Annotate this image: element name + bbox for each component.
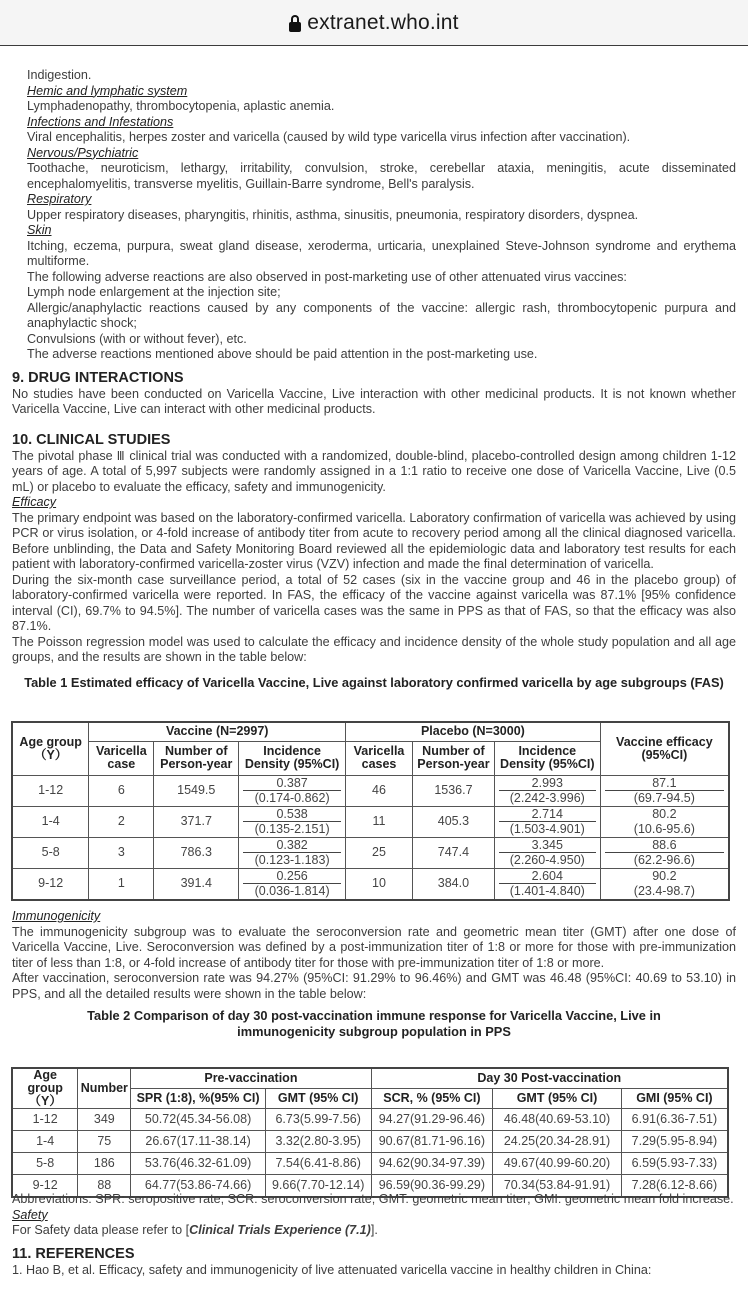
safety-suffix: ]. — [370, 1223, 378, 1237]
t1-vac-id: 0.256 — [243, 869, 341, 884]
table-row — [12, 1153, 728, 1175]
immunogenicity-paragraph-2: After vaccination, seroconversion rate was 94.27% (95%CI: 91.29% to 96.46%) and GMT was 46.48 (95%CI: 40.69 to 53.10) in PPS, and all the detailed results were shown in the table below: — [12, 971, 736, 1001]
t2-cell-post-gmt: 46.48(40.69-53.10) — [493, 1109, 622, 1131]
text-respiratory: Upper respiratory diseases, pharyngitis, rhinitis, asthma, sinusitis, pneumonia, respiratory disorders, dyspnea. — [27, 207, 639, 222]
t1-vac-ci: (0.135-2.151) — [254, 821, 330, 836]
t1-cell-efficacy — [600, 837, 729, 868]
post-marketing-item: Allergic/anaphylactic reactions caused by any components of the vaccine: allergic rash, thrombocytopenic purpura and anaphylactic shock; — [27, 300, 736, 330]
t2-cell-spr: 53.76(46.32-61.09) — [131, 1153, 266, 1175]
post-marketing-item: Convulsions (with or without fever), etc. — [27, 331, 247, 346]
section-heading-clinical-studies: 10. CLINICAL STUDIES — [12, 431, 171, 448]
subheading-hemic: Hemic and lymphatic system — [27, 83, 188, 98]
t2-cell-post-gmt: 49.67(40.99-60.20) — [493, 1153, 622, 1175]
t1-cell-vac-incidence — [239, 837, 346, 868]
t2-cell-spr: 64.77(53.86-74.66) — [131, 1175, 266, 1197]
t2-header-age-group: Age group（Y） — [12, 1068, 78, 1109]
safety-prefix: For Safety data please refer to [ — [12, 1223, 190, 1237]
subheading-infections: Infections and Infestations — [27, 114, 174, 129]
t1-cell-vac-incidence — [239, 775, 346, 806]
clinical-studies-intro: The pivotal phase Ⅲ clinical trial was conducted with a randomized, double-blind, placebo-controlled design among children 1-12 years of age. A total of 5,997 subjects were randomly assigned in a 1:1 ratio to receive one dose of Varicella Vaccine, Live (0.5 mL) or placebo to evaluate the efficacy, safety and immunogenicity. — [12, 448, 736, 494]
t1-eff-ci: (69.7-94.5) — [633, 790, 695, 805]
immunogenicity-section — [12, 909, 736, 1040]
t1-header-vaccine: Vaccine (N=2997) — [89, 722, 346, 741]
address-bar[interactable] — [0, 0, 748, 46]
t1-cell-efficacy — [600, 806, 729, 837]
t2-cell-spr: 26.67(17.11-38.14) — [131, 1131, 266, 1153]
t1-header-vac-person-year: Number of Person-year — [154, 741, 239, 775]
t1-cell-pla-py: 1536.7 — [412, 775, 494, 806]
t1-pla-id: 2.604 — [499, 869, 596, 884]
t2-cell-number: 349 — [78, 1109, 131, 1131]
t1-vac-ci: (0.036-1.814) — [254, 883, 330, 898]
reference-1: 1. Hao B, et al. Efficacy, safety and immunogenicity of live attenuated varicella vaccine in healthy children in China: — [12, 1262, 652, 1277]
t1-cell-pla-incidence — [494, 837, 600, 868]
t1-pla-id: 3.345 — [499, 838, 596, 853]
t1-pla-ci: (2.242-3.996) — [509, 790, 585, 805]
t1-cell-vac-py: 391.4 — [154, 868, 239, 900]
t1-header-age-group: Age group（Y） — [12, 722, 89, 775]
table-row — [12, 868, 729, 900]
adverse-indigestion: Indigestion. — [27, 68, 92, 82]
subheading-respiratory: Respiratory — [27, 192, 92, 206]
t2-header-number: Number — [78, 1068, 131, 1109]
t1-eff-ci: (62.2-96.6) — [633, 852, 695, 867]
url-text[interactable]: extranet.who.int — [307, 10, 459, 34]
t1-cell-age: 1-12 — [12, 775, 89, 806]
t2-header-post-gmt: GMT (95% CI) — [493, 1088, 622, 1108]
text-hemic: Lymphadenopathy, thrombocytopenia, aplastic anemia. — [27, 99, 335, 113]
t1-cell-vac-py: 1549.5 — [154, 775, 239, 806]
table2-caption-line2: immunogenicity subgroup population in PPS — [237, 1024, 511, 1039]
t1-cell-age: 9-12 — [12, 868, 89, 900]
t1-cell-vac-cases: 1 — [89, 868, 154, 900]
t2-cell-number: 88 — [78, 1175, 131, 1197]
t1-cell-efficacy — [600, 868, 729, 900]
table1-caption: Table 1 Estimated efficacy of Varicella Vaccine, Live against laboratory confirmed varicella by age subgroups (FAS) — [24, 674, 724, 690]
t2-cell-number: 75 — [78, 1131, 131, 1153]
t2-cell-pre-gmt: 9.66(7.70-12.14) — [265, 1175, 371, 1197]
t2-cell-post-gmt: 70.34(53.84-91.91) — [493, 1175, 622, 1197]
t1-pla-ci: (1.401-4.840) — [509, 883, 585, 898]
subheading-immunogenicity: Immunogenicity — [12, 909, 101, 923]
subheading-nervous: Nervous/Psychiatric — [27, 145, 139, 160]
t2-cell-scr: 94.62(90.34-97.39) — [371, 1153, 493, 1175]
efficacy-paragraph-1: The primary endpoint was based on the laboratory-confirmed varicella. Laboratory confirmation of varicella was achieved by using PCR or virus isolation, or 4-fold increase of antibody titer from acute to recovery period among all the clinical diagnosed varicella. Before unblinding, the Data and Safety Monitoring Board reviewed all the epidemiologic data and laboratory test results for each patient with laboratory-confirmed varicella-zoster virus (VZV) infection and made the final determination of varicella. — [12, 510, 736, 571]
t1-eff: 90.2 — [652, 868, 677, 883]
t2-header-pre: Pre-vaccination — [131, 1068, 371, 1088]
table1-efficacy — [11, 721, 730, 901]
t1-vac-id: 0.387 — [243, 776, 341, 791]
t1-cell-pla-incidence — [494, 775, 600, 806]
t1-vac-id: 0.538 — [243, 807, 341, 822]
abbreviations-text: Abbreviations: SPR: seropositive rate; SCR: seroconversion rate; GMT: geometric mean titer; GMI: geometric mean fold increase. — [12, 1192, 734, 1206]
t1-cell-vac-cases: 3 — [89, 837, 154, 868]
section-heading-drug-interactions: 9. DRUG INTERACTIONS — [12, 369, 184, 386]
section-heading-references: 11. REFERENCES — [12, 1245, 135, 1262]
t2-cell-pre-gmt: 6.73(5.99-7.56) — [265, 1109, 371, 1131]
subheading-safety: Safety — [12, 1207, 48, 1222]
table-row — [12, 1109, 728, 1131]
t2-cell-spr: 50.72(45.34-56.08) — [131, 1109, 266, 1131]
t2-cell-age: 1-4 — [12, 1131, 78, 1153]
t2-cell-gmi: 6.91(6.36-7.51) — [621, 1109, 728, 1131]
text-nervous: Toothache, neuroticism, lethargy, irritability, convulsion, stroke, cerebellar ataxia, meningitis, acute disseminated encephalomyelitis, transverse myelitis, Guillain-Barre syndrome, Bell's paralysis. — [27, 161, 736, 191]
lower-content — [12, 1192, 736, 1278]
t2-header-pre-gmt: GMT (95% CI) — [265, 1088, 371, 1108]
t1-pla-ci: (1.503-4.901) — [509, 821, 585, 836]
t1-vac-ci: (0.123-1.183) — [254, 852, 330, 867]
t1-eff-ci: (10.6-95.6) — [633, 821, 695, 836]
text-skin: Itching, eczema, purpura, sweat gland disease, xeroderma, urticaria, unexplained Steve-Johnson syndrome and erythema multiforme. — [27, 238, 736, 268]
t1-vac-ci: (0.174-0.862) — [254, 790, 330, 805]
t1-header-pla-incidence: Incidence Density (95%CI) — [494, 741, 600, 775]
lock-icon — [289, 15, 301, 33]
t2-cell-age: 9-12 — [12, 1175, 78, 1197]
t2-cell-gmi: 6.59(5.93-7.33) — [621, 1153, 728, 1175]
table-row — [12, 806, 729, 837]
t1-eff: 87.1 — [605, 776, 724, 791]
t2-cell-pre-gmt: 3.32(2.80-3.95) — [265, 1131, 371, 1153]
efficacy-paragraph-2: During the six-month case surveillance period, a total of 52 cases (six in the vaccine group and 46 in the placebo group) of laboratory-confirmed varicella were reported. In FAS, the efficacy of the vaccine against varicella was 87.1% [95% confidence interval (CI), 69.7% to 94.5%]. The number of varicella cases was the same in PPS as that of FAS, so that the efficacy was also 87.1%. — [12, 572, 736, 633]
table2-immune-response — [11, 1067, 729, 1198]
t1-cell-pla-py: 384.0 — [412, 868, 494, 900]
t1-pla-id: 2.993 — [499, 776, 596, 791]
t1-cell-pla-cases: 11 — [346, 806, 413, 837]
t2-header-post: Day 30 Post-vaccination — [371, 1068, 728, 1088]
t1-header-vac-cases: Varicella case — [89, 741, 154, 775]
drug-interactions-text: No studies have been conducted on Varicella Vaccine, Live interaction with other medicinal products. It is not known whether Varicella Vaccine, Live can interact with other medicinal products. — [12, 386, 736, 416]
t1-cell-pla-cases: 46 — [346, 775, 413, 806]
t1-header-pla-person-year: Number of Person-year — [412, 741, 494, 775]
table-row — [12, 775, 729, 806]
t2-header-scr: SCR, % (95% CI) — [371, 1088, 493, 1108]
t1-eff: 80.2 — [652, 806, 677, 821]
t1-cell-vac-cases: 6 — [89, 775, 154, 806]
t1-cell-age: 1-4 — [12, 806, 89, 837]
subheading-skin: Skin — [27, 223, 52, 237]
t1-header-vac-incidence: Incidence Density (95%CI) — [239, 741, 346, 775]
t2-cell-scr: 94.27(91.29-96.46) — [371, 1109, 493, 1131]
safety-text — [12, 1223, 736, 1239]
t1-cell-vac-py: 786.3 — [154, 837, 239, 868]
adverse-closing: The adverse reactions mentioned above should be paid attention in the post-marketing use. — [27, 347, 538, 361]
table2-caption-line1: Table 2 Comparison of day 30 post-vaccination immune response for Varicella Vaccine, Live in — [87, 1008, 661, 1023]
t1-cell-pla-incidence — [494, 868, 600, 900]
t1-eff-ci: (23.4-98.7) — [633, 883, 695, 898]
t2-cell-scr: 90.67(81.71-96.16) — [371, 1131, 493, 1153]
t1-cell-vac-incidence — [239, 868, 346, 900]
t1-cell-pla-cases: 10 — [346, 868, 413, 900]
safety-reference-link[interactable]: Clinical Trials Experience (7.1) — [189, 1223, 371, 1237]
t1-eff: 88.6 — [605, 838, 724, 853]
t1-cell-pla-incidence — [494, 806, 600, 837]
t1-pla-id: 2.714 — [499, 807, 596, 822]
t1-cell-pla-py: 405.3 — [412, 806, 494, 837]
t1-header-pla-cases: Varicella cases — [346, 741, 413, 775]
t1-cell-efficacy — [600, 775, 729, 806]
t1-cell-age: 5-8 — [12, 837, 89, 868]
t1-cell-pla-cases: 25 — [346, 837, 413, 868]
upper-content — [0, 46, 748, 691]
t1-cell-vac-cases: 2 — [89, 806, 154, 837]
t1-pla-ci: (2.260-4.950) — [509, 852, 585, 867]
t1-cell-pla-py: 747.4 — [412, 837, 494, 868]
t2-cell-post-gmt: 24.25(20.34-28.91) — [493, 1131, 622, 1153]
t1-header-placebo: Placebo (N=3000) — [346, 722, 601, 741]
subheading-efficacy: Efficacy — [12, 495, 57, 509]
t2-cell-age: 1-12 — [12, 1109, 78, 1131]
t2-header-gmi: GMI (95% CI) — [621, 1088, 728, 1108]
t2-cell-scr: 96.59(90.36-99.29) — [371, 1175, 493, 1197]
post-marketing-intro: The following adverse reactions are also observed in post-marketing use of other attenuated virus vaccines: — [27, 269, 627, 284]
post-marketing-item: Lymph node enlargement at the injection site; — [27, 285, 281, 299]
efficacy-paragraph-3: The Poisson regression model was used to calculate the efficacy and incidence density of the whole study population and all age groups, and the results are shown in the table below: — [12, 634, 736, 664]
t1-cell-vac-incidence — [239, 806, 346, 837]
t2-cell-gmi: 7.28(6.12-8.66) — [621, 1175, 728, 1197]
table-row — [12, 837, 729, 868]
table-row — [12, 1131, 728, 1153]
t1-vac-id: 0.382 — [243, 838, 341, 853]
t2-header-spr: SPR (1:8), %(95% CI) — [131, 1088, 266, 1108]
t1-cell-vac-py: 371.7 — [154, 806, 239, 837]
t2-cell-number: 186 — [78, 1153, 131, 1175]
t1-header-efficacy: Vaccine efficacy (95%CI) — [600, 722, 729, 775]
immunogenicity-paragraph-1: The immunogenicity subgroup was to evaluate the seroconversion rate and geometric mean titer (GMT) after one dose of Varicella Vaccine, Live. Seroconversion was defined by a post-immunization titer of 1:8 or more for those with pre-immunization titer of less than 1:8, or 4-fold increase of antibody titer for those with pre-immunization titer of 1:8 or more. — [12, 924, 736, 970]
t2-cell-gmi: 7.29(5.95-8.94) — [621, 1131, 728, 1153]
t2-cell-pre-gmt: 7.54(6.41-8.86) — [265, 1153, 371, 1175]
t2-cell-age: 5-8 — [12, 1153, 78, 1175]
text-infections: Viral encephalitis, herpes zoster and varicella (caused by wild type varicella virus infection after vaccination). — [27, 130, 631, 144]
